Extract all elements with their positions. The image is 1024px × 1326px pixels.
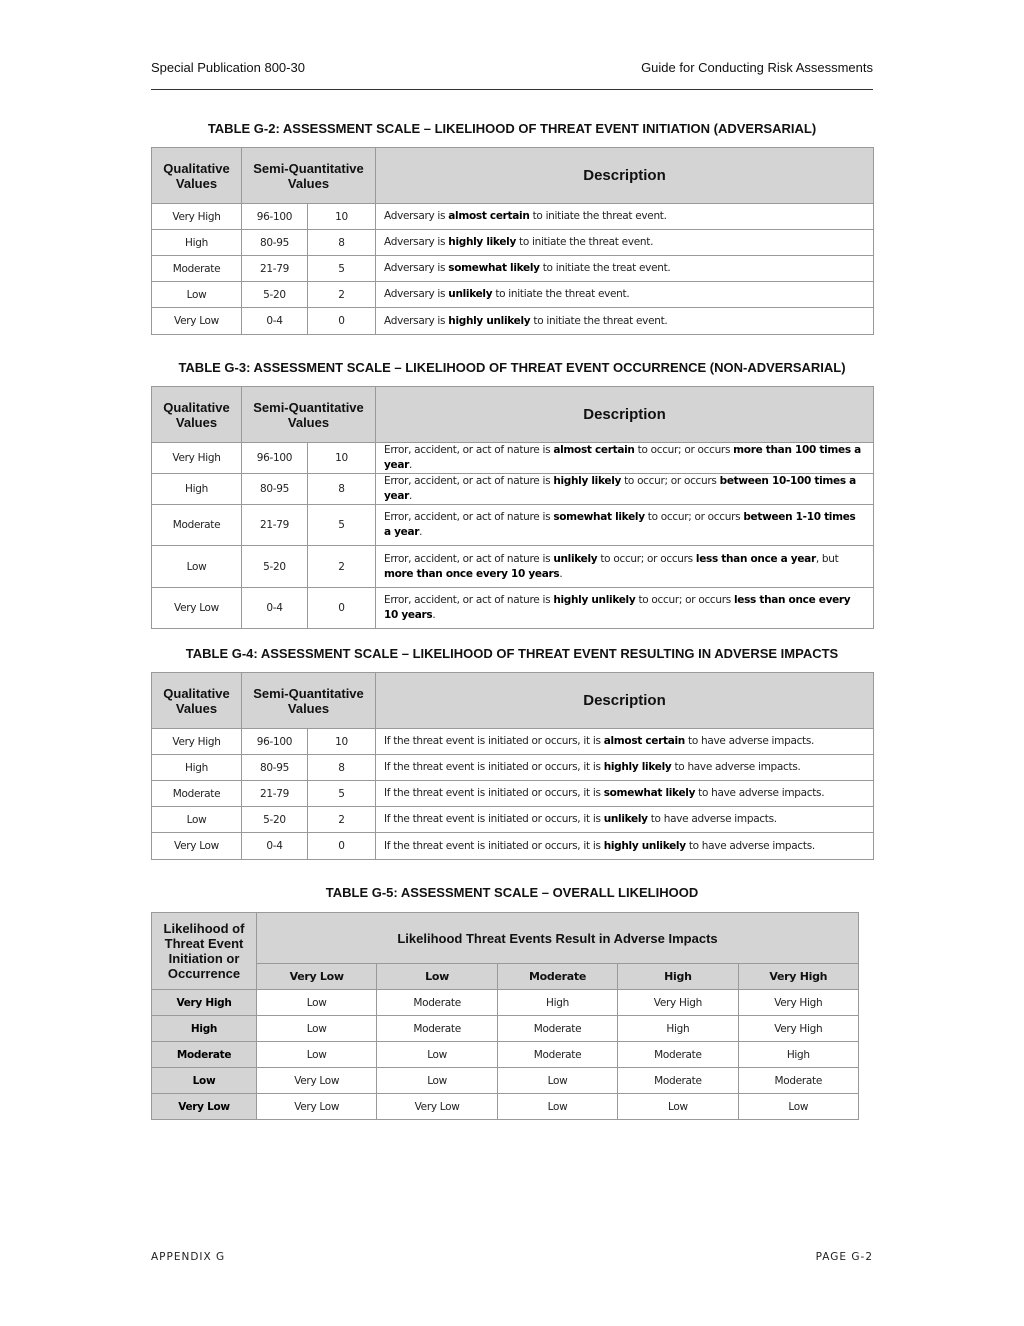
qualitative-value: Very Low [152,308,242,335]
initiation-row-header: Very High [152,990,257,1016]
emphasis-text: highly likely [603,761,672,773]
overall-likelihood-cell: Low [618,1094,738,1120]
semi-quantitative-range: 21-79 [242,505,308,546]
table-row [152,1094,859,1120]
description-cell [376,729,874,755]
semi-quantitative-score: 8 [308,755,376,781]
table-row [152,474,874,505]
semi-quantitative-range: 21-79 [242,781,308,807]
description-text: . [419,526,423,538]
table-g2 [151,147,874,335]
overall-likelihood-cell: Very Low [257,1094,377,1120]
table-row [152,1042,859,1068]
overall-likelihood-cell: Moderate [497,1042,617,1068]
description-text: to have adverse impacts. [695,787,825,799]
qualitative-value: Very High [152,729,242,755]
description-text: Error, accident, or act of nature is [384,552,554,565]
running-header-right: Guide for Conducting Risk Assessments [641,60,873,75]
overall-likelihood-cell: Low [497,1094,617,1120]
semi-quantitative-range: 96-100 [242,443,308,474]
emphasis-text: almost certain [448,210,530,222]
qualitative-value: High [152,230,242,256]
emphasis-text: more than 100 times a year [384,444,861,471]
impact-column-header: Low [377,964,497,990]
description-text: to have adverse impacts. [684,735,815,747]
overall-likelihood-cell: Moderate [377,1016,497,1042]
qualitative-value: Very High [152,443,242,474]
description-cell [376,588,874,629]
description-text: If the threat event is initiated or occurs, it is [384,735,604,747]
semi-quantitative-header: Semi-Quantitative Values [242,148,376,204]
description-header: Description [376,148,874,204]
description-text: If the threat event is initiated or occurs, it is [384,839,604,852]
semi-quantitative-score: 10 [308,729,376,755]
semi-quantitative-range: 96-100 [242,729,308,755]
overall-likelihood-cell: Low [497,1068,617,1094]
semi-quantitative-score: 10 [308,443,376,474]
adverse-impacts-header: Likelihood Threat Events Result in Adverse Impacts [257,913,859,964]
description-cell [376,781,874,807]
description-cell [376,833,874,860]
description-text: . [409,490,413,502]
table-g3-caption: TABLE G-3: ASSESSMENT SCALE – LIKELIHOOD OF THREAT EVENT OCCURRENCE (NON-ADVERSARIAL) [178,360,846,375]
overall-likelihood-cell: Low [257,1042,377,1068]
table-g5 [151,912,859,1120]
qualitative-value: Low [152,546,242,588]
emphasis-text: less than once every 10 years [384,594,851,621]
description-text: to have adverse impacts. [671,761,801,773]
semi-quantitative-score: 2 [308,807,376,833]
overall-likelihood-cell: High [738,1042,858,1068]
overall-likelihood-cell: Moderate [738,1068,858,1094]
overall-likelihood-cell: Very High [738,990,858,1016]
footer-appendix: APPENDIX G [151,1251,226,1263]
table-row [152,990,859,1016]
description-cell [376,474,874,505]
description-cell [376,443,874,474]
semi-quantitative-score: 5 [308,781,376,807]
description-text: If the threat event is initiated or occurs, it is [384,761,604,773]
table-row [152,505,874,546]
qualitative-value: High [152,474,242,505]
table-row [152,781,874,807]
semi-quantitative-score: 2 [308,546,376,588]
emphasis-text: between 10-100 times a year [384,475,856,502]
description-text: to have adverse impacts. [647,813,777,825]
semi-quantitative-range: 0-4 [242,308,308,335]
impact-column-header: Very Low [257,964,377,990]
qualitative-value: Moderate [152,781,242,807]
impact-column-header: Very High [738,964,858,990]
qualitative-value: Moderate [152,256,242,282]
emphasis-text: highly unlikely [603,839,686,852]
qualitative-value: Very Low [152,833,242,860]
qualitative-header: Qualitative Values [152,148,242,204]
emphasis-text: highly unlikely [553,594,636,606]
description-text: to occur; or occurs [621,475,720,487]
description-cell [376,505,874,546]
table-g4 [151,672,874,860]
footer-page-number: PAGE G-2 [815,1251,873,1263]
table-row [152,1068,859,1094]
emphasis-text: somewhat likely [553,511,645,523]
semi-quantitative-header: Semi-Quantitative Values [242,387,376,443]
initiation-row-header: High [152,1016,257,1042]
semi-quantitative-range: 5-20 [242,282,308,308]
qualitative-value: Low [152,807,242,833]
semi-quantitative-range: 5-20 [242,807,308,833]
description-text: to initiate the threat event. [529,210,667,222]
emphasis-text: somewhat likely [603,787,696,799]
description-text: Adversary is [384,210,449,222]
initiation-row-header: Very Low [152,1094,257,1120]
semi-quantitative-range: 21-79 [242,256,308,282]
description-text: If the threat event is initiated or occurs, it is [384,787,604,799]
description-text: Error, accident, or act of nature is [384,594,554,606]
emphasis-text: highly likely [448,236,516,248]
description-cell [376,308,874,335]
qualitative-header: Qualitative Values [152,673,242,729]
impact-column-header: Moderate [497,964,617,990]
emphasis-text: almost certain [603,735,685,747]
description-text: to occur; or occurs [634,444,734,456]
overall-likelihood-cell: Low [738,1094,858,1120]
overall-likelihood-cell: Very High [738,1016,858,1042]
emphasis-text: unlikely [603,813,648,825]
description-text: to have adverse impacts. [685,839,815,852]
description-header: Description [376,387,874,443]
semi-quantitative-range: 0-4 [242,833,308,860]
semi-quantitative-score: 5 [308,256,376,282]
description-text: . [409,459,413,471]
table-row [152,308,874,335]
description-text: Adversary is [384,288,449,300]
emphasis-text: unlikely [448,288,493,300]
initiation-row-header: Moderate [152,1042,257,1068]
table-row [152,230,874,256]
table-row [152,588,874,629]
initiation-row-header: Low [152,1068,257,1094]
overall-likelihood-cell: Very Low [377,1094,497,1120]
emphasis-text: unlikely [553,552,598,565]
table-g3 [151,386,874,629]
header-rule [151,89,873,90]
description-text: If the threat event is initiated or occurs, it is [384,813,604,825]
semi-quantitative-range: 80-95 [242,474,308,505]
qualitative-value: Very High [152,204,242,230]
table-g5-caption: TABLE G-5: ASSESSMENT SCALE – OVERALL LIKELIHOOD [325,885,699,900]
overall-likelihood-cell: Very High [618,990,738,1016]
description-text: to occur; or occurs [635,594,734,606]
semi-quantitative-range: 80-95 [242,230,308,256]
running-header-left: Special Publication 800-30 [151,60,305,75]
qualitative-value: Low [152,282,242,308]
description-header: Description [376,673,874,729]
description-text: Adversary is [384,314,449,327]
description-text: to occur; or occurs [644,511,744,523]
description-text: to initiate the treat event. [539,262,671,274]
emphasis-text: less than once a year [695,552,816,565]
description-cell [376,204,874,230]
semi-quantitative-score: 8 [308,230,376,256]
semi-quantitative-range: 5-20 [242,546,308,588]
qualitative-header: Qualitative Values [152,387,242,443]
table-row [152,546,874,588]
overall-likelihood-cell: Very Low [257,1068,377,1094]
description-text: Adversary is [384,262,449,274]
semi-quantitative-header: Semi-Quantitative Values [242,673,376,729]
overall-likelihood-cell: Moderate [497,1016,617,1042]
overall-likelihood-cell: Low [377,1068,497,1094]
emphasis-text: somewhat likely [448,262,540,274]
qualitative-value: High [152,755,242,781]
semi-quantitative-range: 80-95 [242,755,308,781]
table-row [152,755,874,781]
semi-quantitative-score: 2 [308,282,376,308]
semi-quantitative-score: 5 [308,505,376,546]
description-text: , but [815,552,839,565]
semi-quantitative-score: 0 [308,308,376,335]
description-text: Error, accident, or act of nature is [384,444,554,456]
overall-likelihood-cell: Low [257,1016,377,1042]
table-row [152,256,874,282]
table-row [152,807,874,833]
overall-likelihood-cell: Moderate [618,1068,738,1094]
overall-likelihood-cell: High [618,1016,738,1042]
emphasis-text: between 1-10 times a year [384,511,856,538]
description-cell [376,807,874,833]
description-text: Error, accident, or act of nature is [384,475,554,487]
overall-likelihood-cell: Moderate [377,990,497,1016]
qualitative-value: Very Low [152,588,242,629]
description-text: to initiate the threat event. [492,288,630,300]
overall-likelihood-cell: Low [257,990,377,1016]
semi-quantitative-range: 96-100 [242,204,308,230]
description-cell [376,546,874,588]
semi-quantitative-score: 0 [308,588,376,629]
table-g4-caption: TABLE G-4: ASSESSMENT SCALE – LIKELIHOOD OF THREAT EVENT RESULTING IN ADVERSE IMPACTS [185,646,839,661]
description-text: to initiate the threat event. [530,314,668,327]
overall-likelihood-cell: Moderate [618,1042,738,1068]
qualitative-value: Moderate [152,505,242,546]
emphasis-text: highly unlikely [448,314,531,327]
description-cell [376,256,874,282]
overall-likelihood-cell: High [497,990,617,1016]
likelihood-initiation-header: Likelihood of Threat Event Initiation or Occurrence [152,913,257,990]
impact-column-header: High [618,964,738,990]
table-row [152,282,874,308]
description-text: to initiate the threat event. [516,236,654,248]
table-row [152,833,874,860]
description-text: Error, accident, or act of nature is [384,511,554,523]
emphasis-text: almost certain [553,444,635,456]
emphasis-text: more than once every 10 years [384,567,560,580]
overall-likelihood-cell: Low [377,1042,497,1068]
semi-quantitative-range: 0-4 [242,588,308,629]
description-cell [376,755,874,781]
table-row [152,443,874,474]
description-text: . [432,609,436,621]
description-text: to occur; or occurs [597,552,696,565]
emphasis-text: highly likely [553,475,622,487]
table-g2-caption: TABLE G-2: ASSESSMENT SCALE – LIKELIHOOD OF THREAT EVENT INITIATION (ADVERSARIAL) [207,121,817,136]
description-text: Adversary is [384,236,449,248]
semi-quantitative-score: 0 [308,833,376,860]
table-row [152,1016,859,1042]
description-text: . [559,567,563,580]
table-row [152,729,874,755]
description-cell [376,230,874,256]
table-row [152,204,874,230]
description-cell [376,282,874,308]
semi-quantitative-score: 10 [308,204,376,230]
semi-quantitative-score: 8 [308,474,376,505]
